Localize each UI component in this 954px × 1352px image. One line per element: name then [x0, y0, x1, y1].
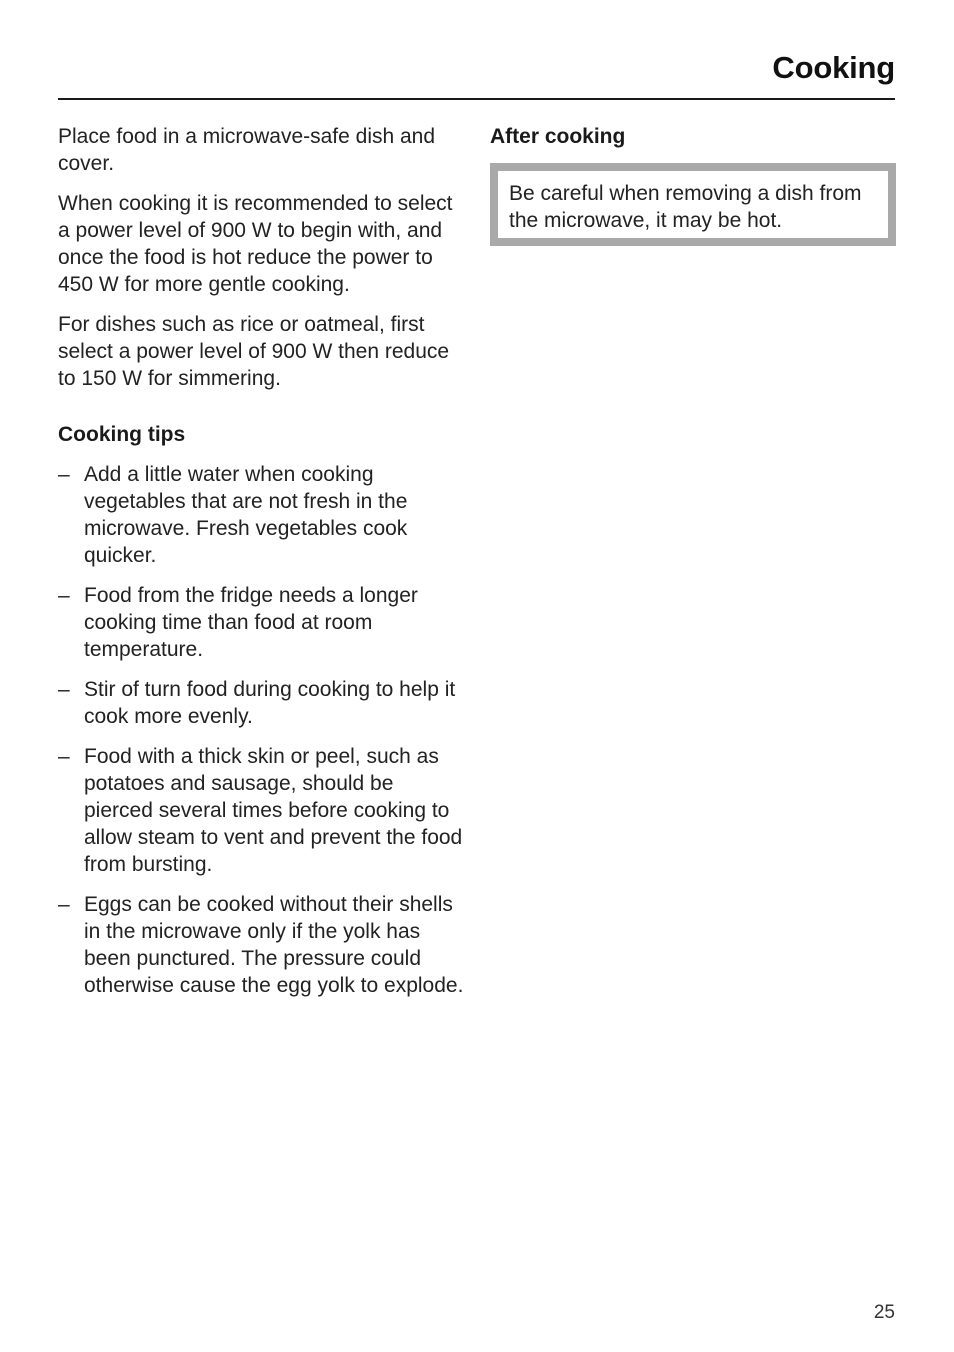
list-item [58, 461, 468, 569]
page-title: Cooking [772, 50, 895, 85]
tip-text: Eggs can be cooked without their shells in the microwave only if the yolk has been punctured. The pressure could otherwise cause the egg yolk to explode. [84, 893, 464, 997]
intro-paragraph: Place food in a microwave-safe dish and cover. [58, 125, 436, 175]
power-level-paragraph: When cooking it is recommended to select a power level of 900 W to begin with, and once the food is hot reduce the power to 450 W for more gentle cooking. [58, 192, 453, 296]
list-item [58, 743, 468, 878]
page-number: 25 [873, 1302, 895, 1323]
list-item [58, 891, 468, 999]
dash-bullet: – [58, 678, 70, 701]
dash-bullet: – [58, 463, 70, 486]
tip-text: Food from the fridge needs a longer cooking time than food at room temperature. [84, 584, 418, 661]
after-cooking-heading: After cooking [490, 125, 626, 148]
cooking-tips-list [58, 461, 468, 999]
tip-text: Add a little water when cooking vegetables that are not fresh in the microwave. Fresh vegetables cook quicker. [84, 463, 408, 567]
tip-text: Food with a thick skin or peel, such as potatoes and sausage, should be pierced several times before cooking to allow steam to vent and prevent the food from bursting. [84, 745, 463, 876]
dash-bullet: – [58, 584, 70, 607]
left-column [58, 123, 468, 1012]
list-item [58, 582, 468, 663]
tip-text: Stir of turn food during cooking to help it cook more evenly. [84, 678, 456, 728]
warning-text: Be careful when removing a dish from the microwave, it may be hot. [509, 182, 862, 232]
list-item [58, 676, 468, 730]
warning-box [490, 163, 896, 246]
dash-bullet: – [58, 745, 70, 768]
dash-bullet: – [58, 893, 70, 916]
right-column [490, 123, 896, 246]
cooking-tips-heading: Cooking tips [58, 423, 186, 446]
header-rule [58, 98, 895, 100]
simmering-paragraph: For dishes such as rice or oatmeal, first select a power level of 900 W then reduce to 150 W for simmering. [58, 313, 450, 390]
